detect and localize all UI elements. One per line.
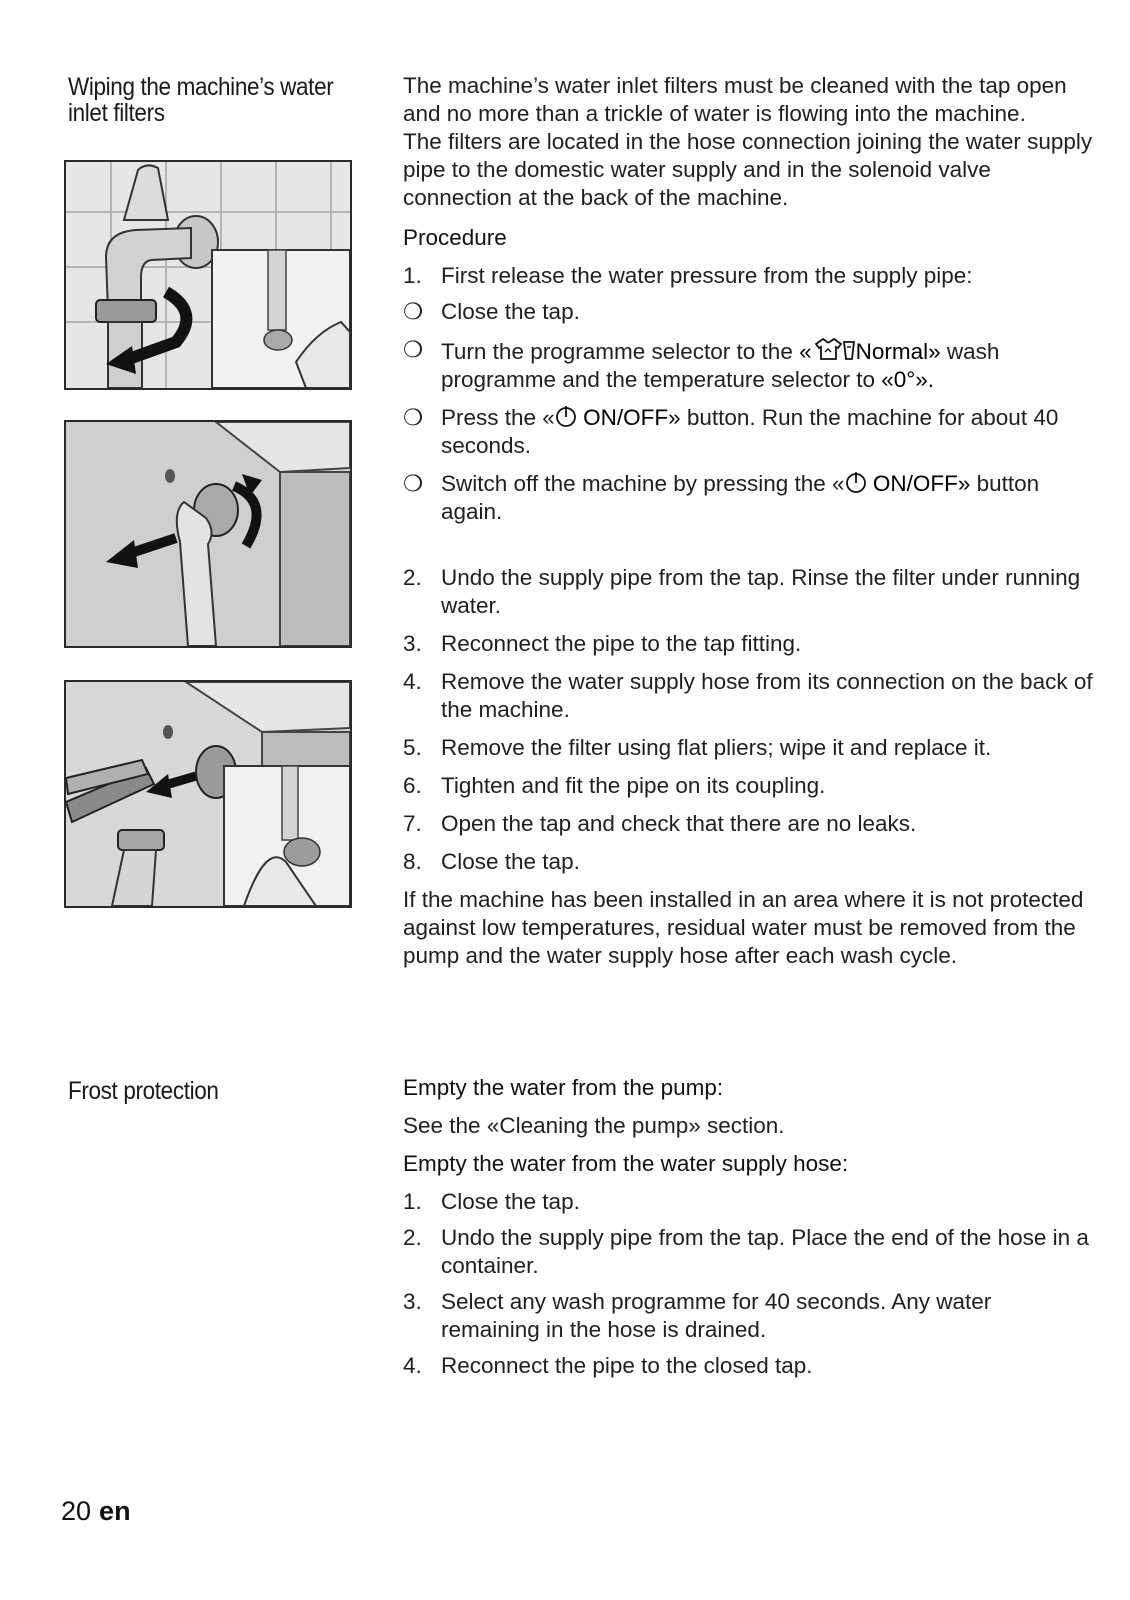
list-text: Tighten and fit the pipe on its coupling. [441, 773, 826, 798]
list-text: Undo the supply pipe from the tap. Rinse the filter under running water. [441, 565, 1081, 618]
bullet-marker: ❍ [403, 337, 424, 362]
bullet-marker: ❍ [403, 299, 424, 324]
list-item [403, 668, 1093, 724]
list-text: button again. [441, 471, 1040, 524]
procedure-label: Procedure [403, 225, 507, 250]
figure-machine-hose-unscrew [64, 420, 352, 648]
list-text: Close the tap. [441, 299, 580, 324]
list-item [403, 564, 1093, 620]
list-text: Switch off the machine by pressing the « [441, 471, 845, 496]
language-code: en [99, 1496, 131, 1526]
figure-filter-pliers [64, 680, 352, 908]
programme-label: Normal [855, 339, 929, 364]
on-off-label: ON/OFF» [583, 405, 681, 430]
list-marker: 2. [403, 1225, 422, 1250]
list-marker: 7. [403, 811, 422, 836]
list-item [403, 772, 1093, 800]
section-body-frost-protection [403, 1074, 1093, 1380]
heading-line: inlet filters [68, 99, 165, 127]
list-marker: 6. [403, 773, 422, 798]
power-icon [555, 404, 577, 428]
list-marker: 3. [403, 1289, 422, 1314]
list-item [403, 848, 1093, 876]
list-text: Close the tap. [441, 849, 580, 874]
list-item [403, 404, 1093, 460]
page-number-value: 20 [61, 1496, 92, 1526]
list-item [403, 630, 1093, 658]
heading-line: Wiping the machine’s water [68, 73, 334, 101]
quote-mark: « [799, 339, 812, 364]
list-text: Reconnect the pipe to the closed tap. [441, 1353, 813, 1378]
list-text: wash programme and the temperature selector to [441, 339, 1000, 392]
on-off-label: ON/OFF» [872, 471, 971, 496]
figure-tap-unscrew [64, 160, 352, 390]
section-body-inlet-filters [403, 72, 1093, 970]
list-text: Close the tap. [441, 1189, 580, 1214]
list-text: Reconnect the pipe to the tap fitting. [441, 631, 802, 656]
list-item [403, 734, 1093, 762]
list-item [403, 1288, 1093, 1344]
list-text: Remove the water supply hose from its connection on the back of the machine. [441, 669, 1093, 722]
section-heading-frost-protection: Frost protection [68, 1077, 219, 1105]
hose-label: Empty the water from the water supply hose: [403, 1151, 849, 1176]
intro-paragraph: The machine’s water inlet filters must be cleaned with the tap open and no more than a trickle of water is flowing into the machine. [403, 73, 1067, 126]
note-paragraph: If the machine has been installed in an area where it is not protected against low temperatures, residual water must be removed from the pump and the water supply hose after each wash cycle. [403, 887, 1084, 968]
list-marker: 1. [403, 1189, 422, 1214]
list-text: First release the water pressure from the supply pipe: [441, 263, 973, 288]
power-icon [845, 470, 867, 494]
list-marker: 4. [403, 1353, 422, 1378]
list-text: Undo the supply pipe from the tap. Place the end of the hose in a container. [441, 1225, 1089, 1278]
list-text: Select any wash programme for 40 seconds. Any water remaining in the hose is drained. [441, 1289, 992, 1342]
easy-care-shirt-icon [812, 336, 856, 362]
list-item [403, 1352, 1093, 1380]
list-text: Press the « [441, 405, 555, 430]
bullet-marker: ❍ [403, 405, 424, 430]
section-heading-inlet-filters [68, 74, 333, 126]
intro-paragraph: The filters are located in the hose connection joining the water supply pipe to the domestic water supply and in the solenoid valve connection at the back of the machine. [403, 129, 1093, 210]
list-item [403, 810, 1093, 838]
list-text: Turn the programme selector to the [441, 339, 800, 364]
bullet-marker: ❍ [403, 471, 424, 496]
list-marker: 2. [403, 565, 422, 590]
pump-text: See the «Cleaning the pump» section. [403, 1113, 785, 1138]
list-marker: 3. [403, 631, 422, 656]
pump-label: Empty the water from the pump: [403, 1075, 724, 1100]
list-item [403, 298, 1093, 326]
temperature-label: «0°». [881, 367, 935, 392]
list-text: button. Run the machine for about 40 seconds. [441, 405, 1059, 458]
list-item [403, 1188, 1093, 1216]
steps-list [403, 564, 1093, 876]
list-marker: 5. [403, 735, 422, 760]
list-marker: 1. [403, 263, 422, 288]
page-number [61, 1496, 131, 1527]
quote-mark: » [928, 339, 941, 364]
list-item [403, 336, 1093, 394]
list-marker: 4. [403, 669, 422, 694]
list-item [403, 470, 1093, 526]
list-marker: 8. [403, 849, 422, 874]
list-item [403, 262, 1093, 290]
list-text: Remove the filter using flat pliers; wipe it and replace it. [441, 735, 992, 760]
list-text: Open the tap and check that there are no leaks. [441, 811, 917, 836]
list-item [403, 1224, 1093, 1280]
